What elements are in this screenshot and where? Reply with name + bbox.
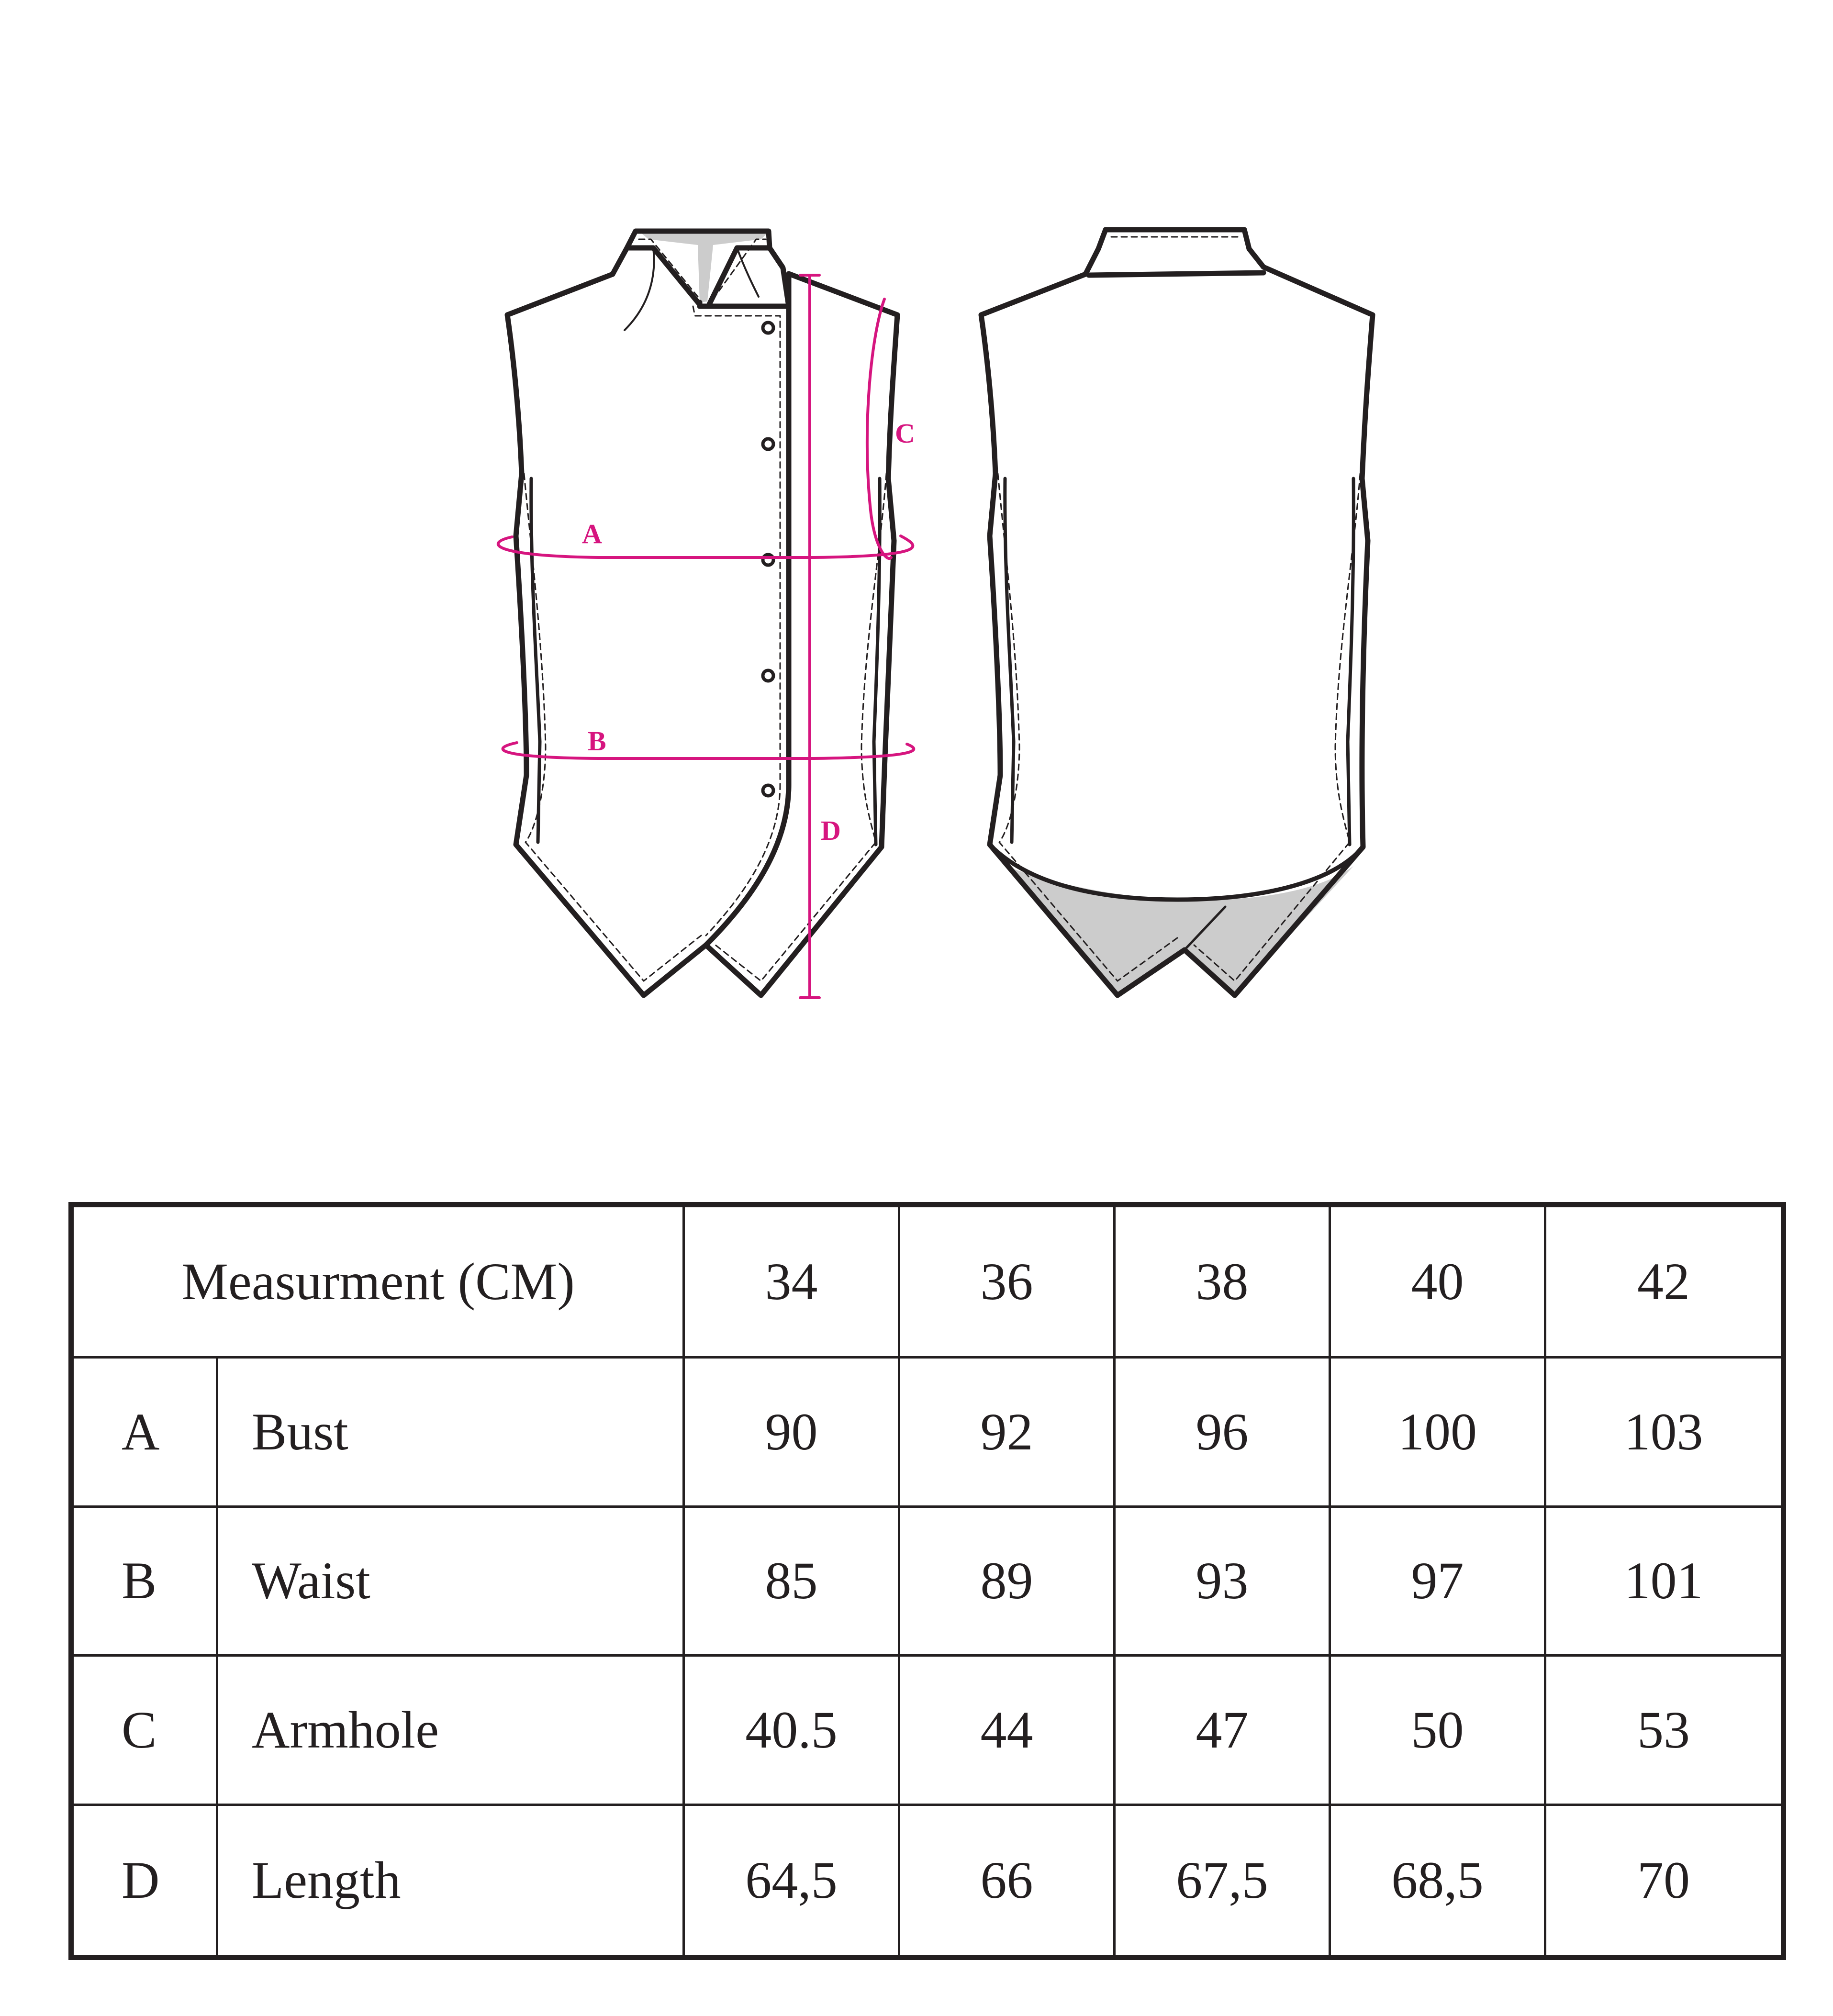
table-cell: 68,5 [1330,1805,1545,1958]
table-cell: 70 [1545,1805,1784,1958]
measurement-letters [582,418,915,846]
back-side-seam-right [1348,479,1353,845]
table-cell: 90 [684,1357,899,1506]
button-5 [763,785,773,796]
table-cell: 40.5 [684,1656,899,1805]
row-name: Length [217,1805,684,1958]
waist-measure-line [503,743,914,758]
button-2 [763,439,773,449]
back-side-seam-left [1005,479,1014,842]
row-name: Waist [217,1506,684,1656]
label-c: C [895,418,915,449]
measurement-guides [498,275,914,998]
table-cell: 92 [899,1357,1115,1506]
table-row [71,1506,1784,1656]
table-cell: 50 [1330,1656,1545,1805]
table-cell: 100 [1330,1357,1545,1506]
front-stitch-lines [524,239,886,981]
label-b: B [588,725,606,757]
front-collar-lining [639,231,770,302]
measurement-header: Measurment (CM) [71,1205,684,1358]
table-header-row [71,1205,1784,1358]
row-name: Armhole [217,1656,684,1805]
size-chart-table [68,1202,1786,1960]
vest-back-view [981,230,1373,995]
table-cell: 67,5 [1115,1805,1330,1958]
size-header: 38 [1115,1205,1330,1358]
table-row [71,1805,1784,1958]
button-4 [763,670,773,681]
table-cell: 66 [899,1805,1115,1958]
table-cell: 47 [1115,1656,1330,1805]
table-cell: 85 [684,1506,899,1656]
table-cell: 97 [1330,1506,1545,1656]
label-a: A [582,518,602,549]
table-cell: 103 [1545,1357,1784,1506]
table-cell: 64,5 [684,1805,899,1958]
table-row [71,1357,1784,1506]
bust-measure-line [498,536,913,557]
size-header: 36 [899,1205,1115,1358]
row-letter: B [71,1506,217,1656]
table-cell: 101 [1545,1506,1784,1656]
row-name: Bust [217,1357,684,1506]
row-letter: C [71,1656,217,1805]
table-row [71,1656,1784,1805]
front-placket-edge [706,306,789,945]
table-cell: 93 [1115,1506,1330,1656]
front-body-outline [507,274,897,995]
front-buttons [763,323,773,796]
label-d: D [821,815,841,846]
table-cell: 44 [899,1656,1115,1805]
row-letter: D [71,1805,217,1958]
front-side-seam-left [531,479,540,842]
size-header: 42 [1545,1205,1784,1358]
button-1 [763,323,773,333]
size-header: 34 [684,1205,899,1358]
table-cell: 96 [1115,1357,1330,1506]
row-letter: A [71,1357,217,1506]
size-header: 40 [1330,1205,1545,1358]
vest-front-view [507,231,897,995]
table-cell: 53 [1545,1656,1784,1805]
table-cell: 89 [899,1506,1115,1656]
